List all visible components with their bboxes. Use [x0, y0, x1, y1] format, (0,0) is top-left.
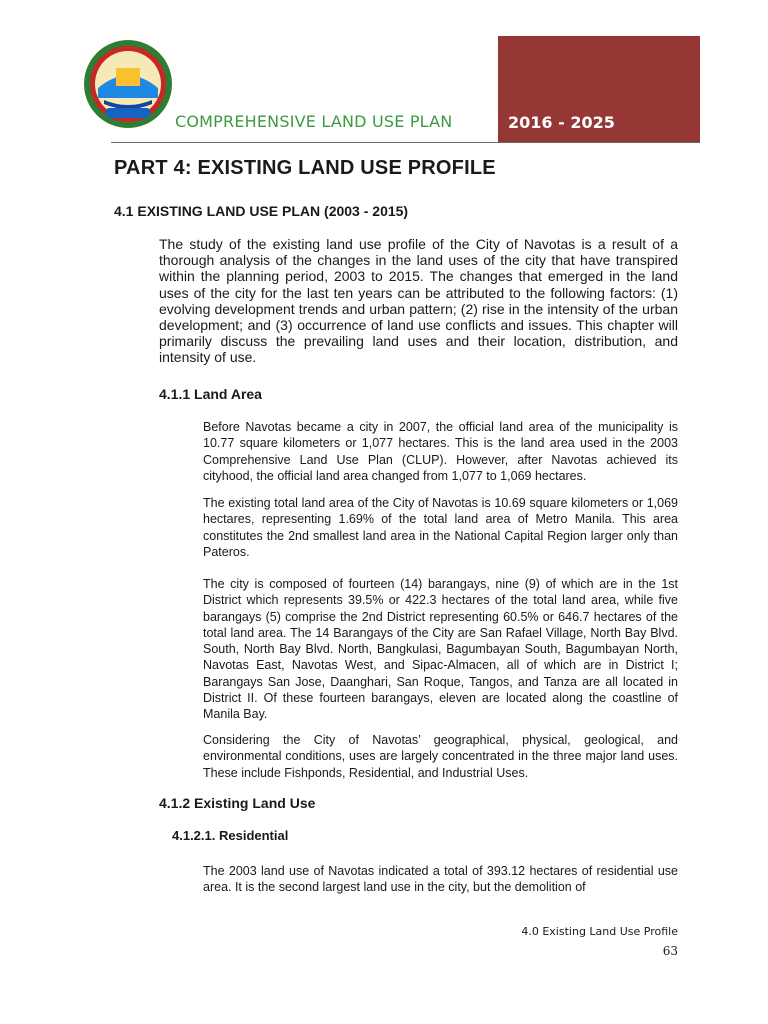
- part-title: PART 4: EXISTING LAND USE PROFILE: [114, 157, 496, 179]
- city-seal-logo: [78, 38, 178, 130]
- residential-heading: 4.1.2.1. Residential: [172, 828, 289, 843]
- plan-years: 2016 - 2025: [508, 113, 615, 132]
- header-title: COMPREHENSIVE LAND USE PLAN: [175, 112, 453, 131]
- section-title: 4.1 EXISTING LAND USE PLAN (2003 - 2015): [114, 203, 409, 219]
- land-area-paragraph-3: The city is composed of fourteen (14) barangays, nine (9) of which are in the 1st District which represents 39.5% or 422.3 hectares of the total land area, while five barangays (5) comprise the 2nd District representing 60.5% or 646.7 hectares of the total land area. The 14 Barangays of the City are San Rafael Village, North Bay Blvd. South, North Bay Blvd. North, Bangkulasi, Bagumbayan South, Bagumbayan North, Navotas East, Navotas West, and Sipac-Almacen, all of which are in District I; Barangays San Jose, Daanghari, San Roque, Tangos, and Tanza are all located in District II. Of these fourteen barangays, eleven are located along the coastline of Manila Bay.: [203, 577, 678, 722]
- footer-label: 4.0 Existing Land Use Profile: [521, 925, 678, 938]
- land-area-paragraph-1: Before Navotas became a city in 2007, the official land area of the municipality is 10.77 square kilometers or 1,077 hectares. This is the land area used in the 2003 Comprehensive Land Use Plan (CLUP). However, after Navotas achieved its cityhood, the official land area changed from 1,077 to 1,069 hectares.: [203, 420, 678, 483]
- existing-land-use-heading: 4.1.2 Existing Land Use: [159, 795, 316, 811]
- intro-paragraph: The study of the existing land use profile of the City of Navotas is a result of a thorough analysis of the changes in the land uses of the city that have transpired within the planning period, 2003 to 2015. The changes that emerged in the land uses of the city for the last ten years can be attributed to the following factors: (1) evolving development trends and urban pattern; (2) rise in the intensity of the urban development; and (3) occurrence of land use conflicts and issues. This chapter will primarily discuss the prevailing land uses and their location, distribution, and intensity of use.: [159, 236, 678, 366]
- year-banner: [498, 36, 700, 142]
- land-area-heading: 4.1.1 Land Area: [159, 386, 262, 402]
- header-divider: [111, 142, 700, 143]
- land-area-paragraph-4: Considering the City of Navotas’ geographical, physical, geological, and environmental conditions, uses are largely concentrated in the three major land uses. These include Fishponds, Residential, and Industrial Uses.: [203, 733, 678, 780]
- land-area-paragraph-2: The existing total land area of the City of Navotas is 10.69 square kilometers or 1,069 hectares, representing 1.69% of the total land area of Metro Manila. This area constitutes the 2nd smallest land area in the National Capital Region larger only than Pateros.: [203, 496, 678, 559]
- residential-paragraph: The 2003 land use of Navotas indicated a total of 393.12 hectares of residential use area. It is the second largest land use in the city, but the demolition of: [203, 864, 678, 895]
- page-number: 63: [662, 944, 678, 958]
